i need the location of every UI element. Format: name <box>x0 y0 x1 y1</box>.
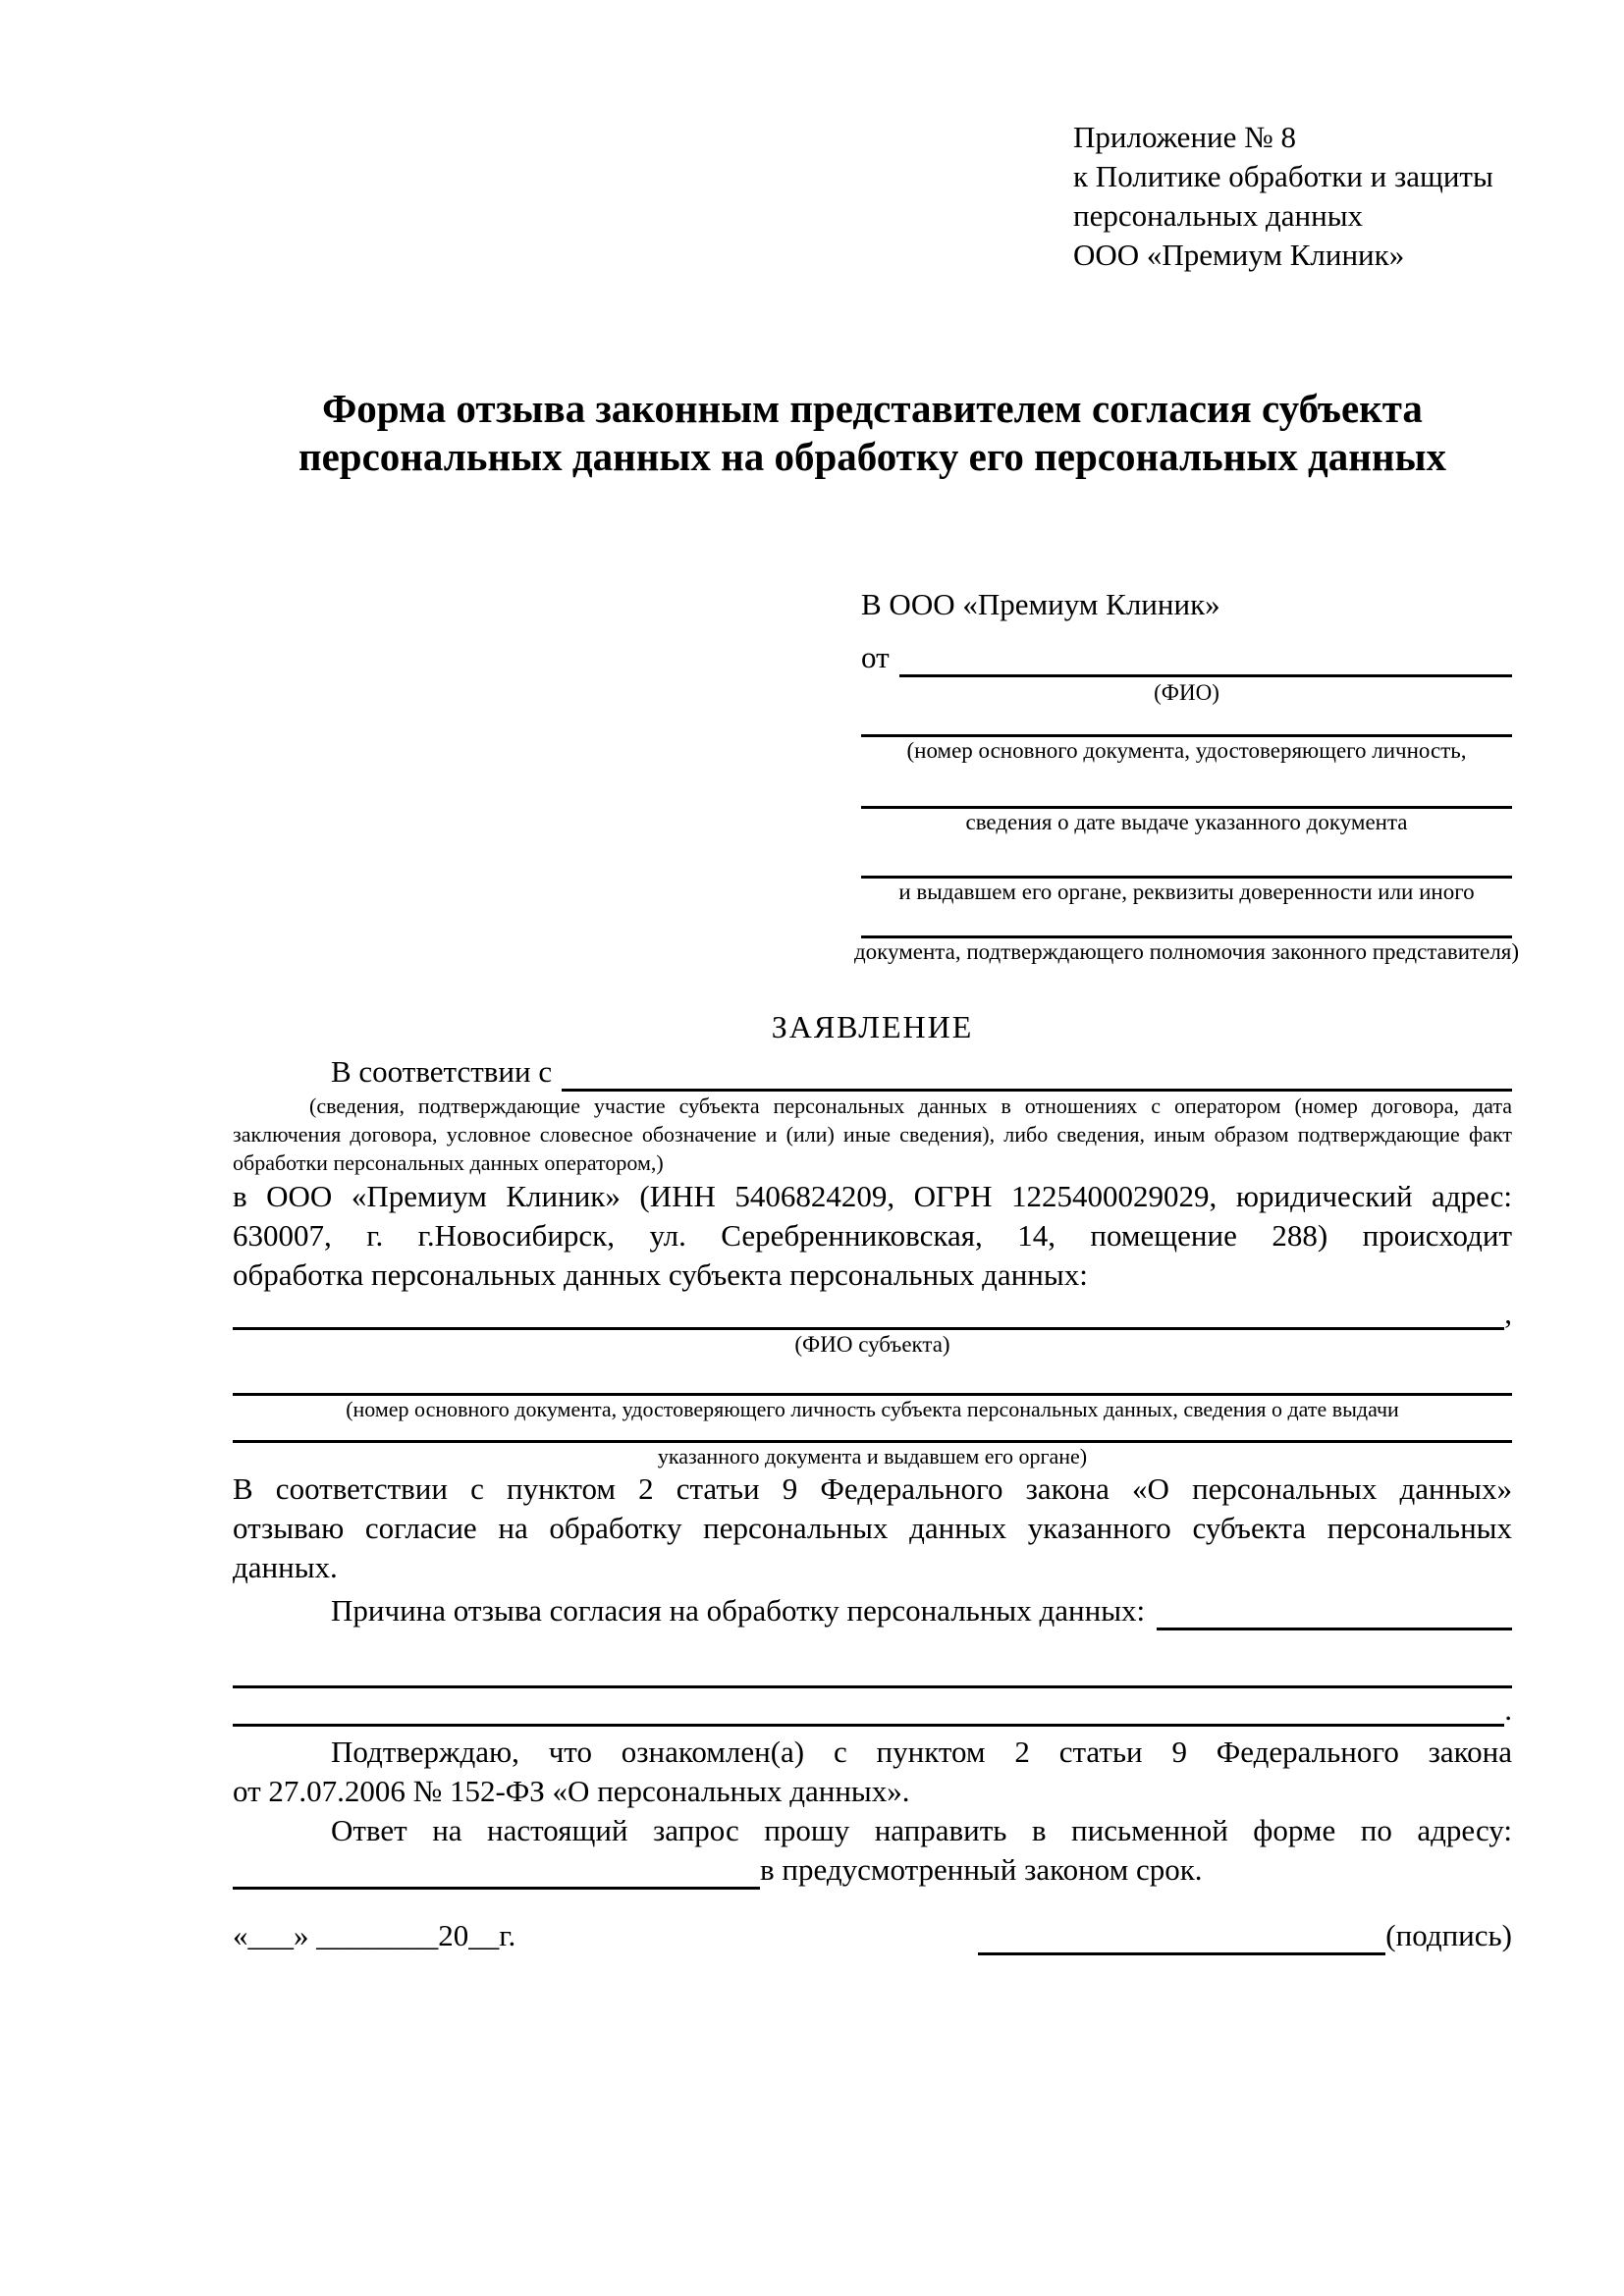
document-number-field <box>861 707 1512 765</box>
basis-caption <box>233 1092 1512 1177</box>
confirm-line: Подтверждаю, что ознакомлен(а) с пунктом 2 статьи 9 Федерального закона <box>331 1735 1512 1769</box>
subject-doc-blank-line <box>233 1360 1512 1396</box>
from-row <box>861 638 1512 677</box>
reason-row <box>233 1591 1512 1630</box>
field-caption: и выдавшем его органе, реквизиты доверенности или иного <box>898 880 1475 904</box>
reason-label: Причина отзыва согласия на обработку персональных данных: <box>331 1593 1146 1628</box>
reply-line-tail: в предусмотренный законом срок. <box>760 1852 1203 1887</box>
according-label: В соответствии с <box>331 1054 553 1089</box>
reply-line: Ответ на настоящий запрос прошу направить в письменной форме по адресу: <box>331 1813 1512 1847</box>
reason-blank-line <box>1157 1591 1512 1630</box>
subject-doc-blank-line <box>233 1422 1512 1443</box>
reason-blank-line-full <box>233 1630 1512 1688</box>
form-title-line: Форма отзыва законным представителем согласия субъекта <box>322 386 1423 431</box>
fio-caption: (ФИО) <box>1154 680 1219 705</box>
blank-line <box>861 765 1512 809</box>
date-blank: «___» ________20__г. <box>233 1918 516 1952</box>
trailing-period: . <box>1504 1692 1512 1727</box>
basis-caption-line: обработки персональных данных оператором,) <box>233 1150 664 1175</box>
blank-line <box>233 1690 1504 1727</box>
field-caption: сведения о дате выдаче указанного документа <box>965 810 1408 834</box>
confirm-paragraph <box>233 1733 1512 1811</box>
withdrawal-paragraph <box>233 1469 1512 1587</box>
issuing-authority-field <box>861 836 1512 906</box>
subject-doc-caption: указанного документа и выдавшем его органе) <box>657 1444 1088 1468</box>
appendix-line: ООО «Премиум Клиник» <box>1073 238 1405 272</box>
addressee-block <box>853 585 1520 966</box>
from-label: от <box>861 640 890 674</box>
operator-paragraph-line: 630007, г. г.Новосибирск, ул. Серебренниковская, 14, помещение 288) происходит <box>233 1218 1512 1253</box>
appendix-line: персональных данных <box>1073 198 1364 233</box>
field-caption: документа, подтверждающего полномочия законного представителя) <box>853 939 1520 964</box>
operator-paragraph <box>233 1177 1512 1295</box>
withdrawal-line: отзываю согласие на обработку персональных данных указанного субъекта персональных <box>233 1511 1512 1545</box>
appendix-line: Приложение № 8 <box>1073 120 1296 154</box>
reply-address-row <box>233 1850 1512 1890</box>
statement-body <box>233 1052 1512 1890</box>
blank-line <box>233 1297 1504 1330</box>
according-row <box>233 1052 1512 1092</box>
blank-line <box>861 906 1512 938</box>
basis-caption-line: (сведения, подтверждающие участие субъекта персональных данных в отношениях с оператором (номер договора, дата <box>309 1094 1512 1118</box>
appendix-line: к Политике обработки и защиты <box>1073 159 1493 193</box>
fio-blank-line <box>899 638 1512 677</box>
withdrawal-line: данных. <box>233 1550 338 1584</box>
authority-document-field <box>853 906 1520 966</box>
confirm-line: от 27.07.2006 № 152-ФЗ «О персональных данных». <box>233 1774 910 1808</box>
basis-caption-line: заключения договора, условное словесное обозначение и (или) иные сведения), либо сведения, иным образом подтверждающие факт <box>233 1122 1512 1147</box>
statement-heading: ЗАЯВЛЕНИЕ <box>771 1009 974 1044</box>
form-title-line: персональных данных на обработку его персональных данных <box>298 434 1447 479</box>
trailing-comma: , <box>1504 1296 1512 1330</box>
form-title <box>233 385 1512 481</box>
field-caption: (номер основного документа, удостоверяющего личность, <box>906 738 1467 763</box>
operator-paragraph-line: обработка персональных данных субъекта персональных данных: <box>233 1257 1088 1292</box>
signature-line <box>978 1916 1385 1955</box>
signature-group <box>978 1916 1512 1955</box>
reason-blank-line-full <box>233 1690 1512 1727</box>
addressee-organization: В ООО «Премиум Клиник» <box>861 587 1220 621</box>
address-blank-line <box>233 1850 760 1890</box>
subject-doc-caption: (номер основного документа, удостоверяющего личность субъекта персональных данных, сведения о дате выдачи <box>346 1397 1399 1421</box>
blank-line <box>861 707 1512 737</box>
subject-fio-caption: (ФИО субъекта) <box>794 1332 950 1357</box>
footer-row <box>233 1916 1512 1955</box>
operator-paragraph-line: в ООО «Премиум Клиник» (ИНН 5406824209, ОГРН 1225400029029, юридический адрес: <box>233 1179 1512 1213</box>
issue-date-field <box>861 765 1512 836</box>
withdrawal-line: В соответствии с пунктом 2 статьи 9 Федерального закона «О персональных данных» <box>233 1471 1512 1506</box>
subject-fio-field <box>233 1297 1512 1330</box>
basis-blank-line <box>562 1052 1512 1092</box>
blank-line <box>861 836 1512 879</box>
signature-caption: (подпись) <box>1385 1918 1512 1952</box>
appendix-header <box>1073 118 1493 275</box>
